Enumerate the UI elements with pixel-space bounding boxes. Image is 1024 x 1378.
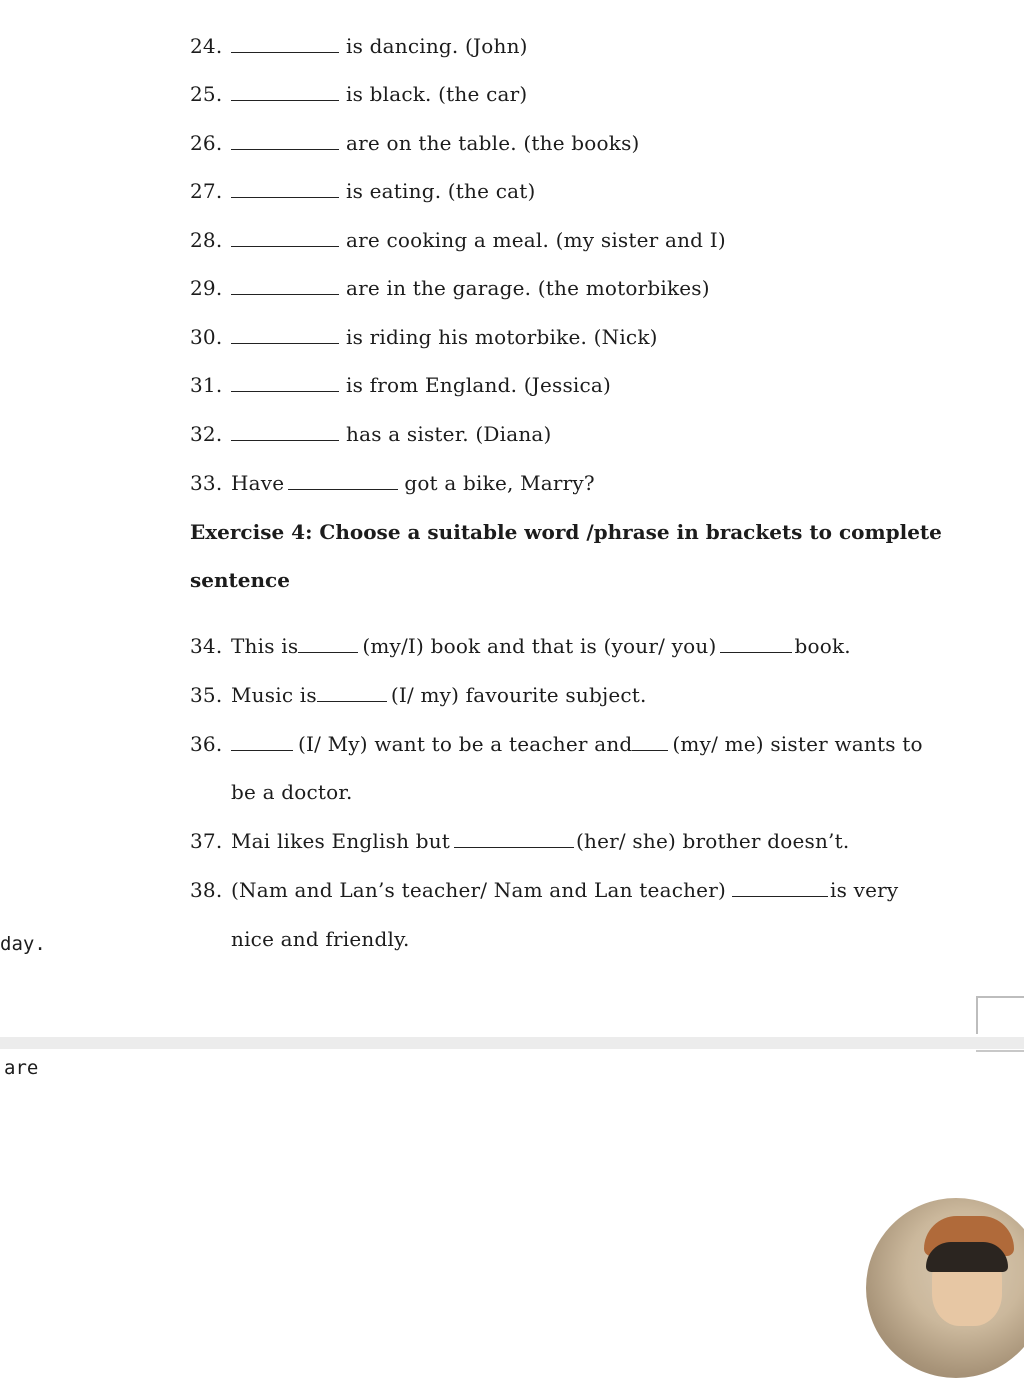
item-number: 24. xyxy=(190,34,223,58)
item-number: 32. xyxy=(190,422,223,446)
exercise-item-38 xyxy=(190,877,898,903)
exercise-item-35 xyxy=(190,682,647,708)
item-number: 36. xyxy=(190,732,223,756)
item-number: 37. xyxy=(190,829,223,853)
answer-blank[interactable] xyxy=(231,326,339,344)
exercise-item-27 xyxy=(190,178,536,204)
exercise-item-36-continued: be a doctor. xyxy=(231,780,353,804)
adjacent-page-fragment-day: day. xyxy=(0,933,46,955)
item-number: 27. xyxy=(190,179,223,203)
exercise-item-36 xyxy=(190,731,923,757)
answer-blank[interactable] xyxy=(231,83,339,101)
answer-blank[interactable] xyxy=(231,180,339,198)
item-text: are on the table. (the books) xyxy=(346,131,640,155)
item-number: 30. xyxy=(190,325,223,349)
exercise-item-24 xyxy=(190,33,528,59)
exercise-item-37 xyxy=(190,828,849,854)
item-text-part1: This is xyxy=(231,634,299,658)
exercise-4-heading-line-2: sentence xyxy=(190,568,290,592)
item-number: 29. xyxy=(190,276,223,300)
answer-blank[interactable] xyxy=(632,733,668,751)
item-text-after: got a bike, Marry? xyxy=(404,471,595,495)
answer-blank[interactable] xyxy=(231,374,339,392)
page-corner-mark xyxy=(976,996,1024,1034)
item-number: 33. xyxy=(190,471,223,495)
item-text-part2: (my/ me) sister wants to xyxy=(672,732,923,756)
answer-blank[interactable] xyxy=(317,684,387,702)
item-number: 25. xyxy=(190,82,223,106)
adjacent-page-fragment-are: are xyxy=(4,1057,39,1079)
answer-blank[interactable] xyxy=(231,132,339,150)
answer-blank[interactable] xyxy=(231,733,293,751)
item-text-part2: (I/ my) favourite subject. xyxy=(390,683,647,707)
item-number: 34. xyxy=(190,634,223,658)
item-text-part1: Mai likes English but xyxy=(231,829,451,853)
item-number: 35. xyxy=(190,683,223,707)
exercise-4-heading-line-1: Exercise 4: Choose a suitable word /phrase in brackets to complete xyxy=(190,520,942,544)
avatar-hair xyxy=(926,1242,1008,1272)
item-text-part1: (I/ My) want to be a teacher and xyxy=(298,732,633,756)
item-text-part1: Music is xyxy=(231,683,317,707)
exercise-item-26 xyxy=(190,130,640,156)
answer-blank[interactable] xyxy=(231,277,339,295)
item-text-before: Have xyxy=(231,471,285,495)
item-text: is eating. (the cat) xyxy=(346,179,536,203)
item-text-part1: (Nam and Lan’s teacher/ Nam and Lan teacher) xyxy=(231,878,726,902)
exercise-item-32 xyxy=(190,421,552,447)
answer-blank[interactable] xyxy=(732,879,828,897)
answer-blank[interactable] xyxy=(231,35,339,53)
avatar[interactable] xyxy=(866,1198,1024,1378)
item-text: is riding his motorbike. (Nick) xyxy=(346,325,658,349)
item-text: has a sister. (Diana) xyxy=(346,422,552,446)
exercise-item-31 xyxy=(190,372,611,398)
item-text-part2: (her/ she) brother doesn’t. xyxy=(576,829,850,853)
exercise-item-28 xyxy=(190,227,726,253)
answer-blank[interactable] xyxy=(720,635,792,653)
item-text-part2: (my/I) book and that is (your/ you) xyxy=(362,634,717,658)
exercise-item-38-continued: nice and friendly. xyxy=(231,927,410,951)
item-text: is dancing. (John) xyxy=(346,34,528,58)
item-number: 26. xyxy=(190,131,223,155)
answer-blank[interactable] xyxy=(298,635,358,653)
item-number: 38. xyxy=(190,878,223,902)
item-text-part2: is very xyxy=(829,878,899,902)
item-text: is black. (the car) xyxy=(346,82,528,106)
item-text: is from England. (Jessica) xyxy=(346,373,612,397)
exercise-item-30 xyxy=(190,324,658,350)
exercise-item-34 xyxy=(190,633,851,659)
page-divider xyxy=(0,1037,1024,1049)
answer-blank[interactable] xyxy=(454,830,574,848)
exercise-item-33 xyxy=(190,470,595,496)
item-number: 28. xyxy=(190,228,223,252)
exercise-item-25 xyxy=(190,81,527,107)
answer-blank[interactable] xyxy=(288,472,398,490)
answer-blank[interactable] xyxy=(231,423,339,441)
item-number: 31. xyxy=(190,373,223,397)
item-text-part3: book. xyxy=(794,634,851,658)
item-text: are in the garage. (the motorbikes) xyxy=(346,276,710,300)
item-text: are cooking a meal. (my sister and I) xyxy=(346,228,726,252)
page-corner-mark-line xyxy=(976,1050,1024,1052)
exercise-item-29 xyxy=(190,275,710,301)
answer-blank[interactable] xyxy=(231,229,339,247)
